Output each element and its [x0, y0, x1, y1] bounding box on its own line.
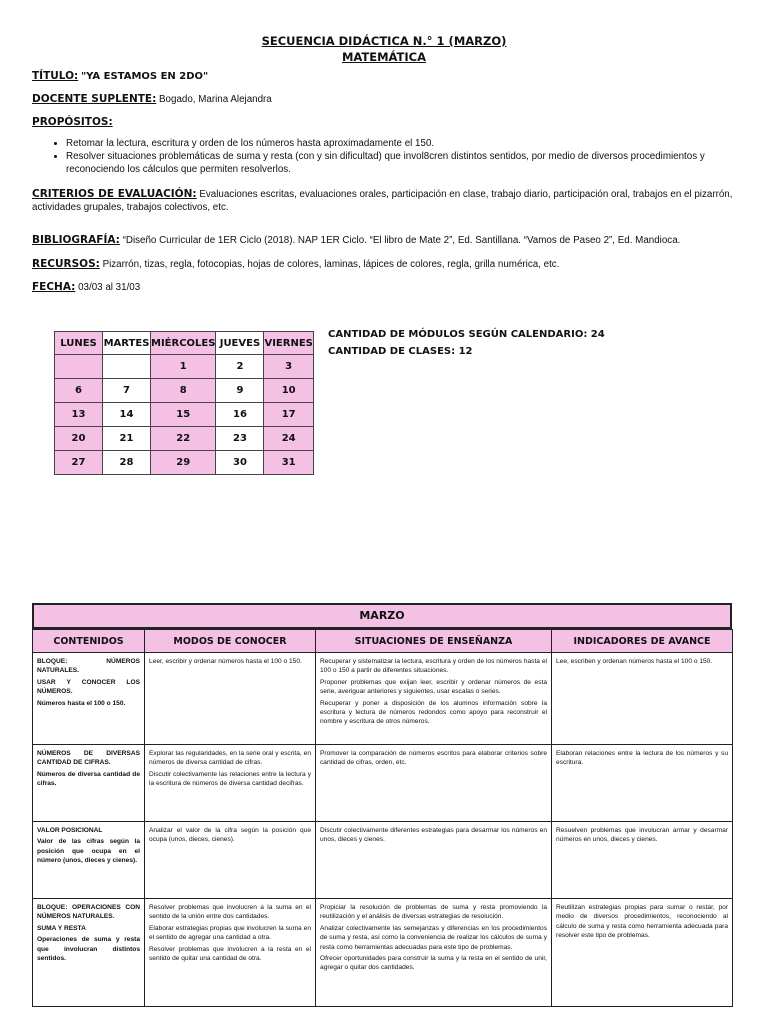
calendar-cell: 28 — [103, 451, 151, 475]
criterios-label: CRITERIOS DE EVALUACIÓN: — [32, 188, 197, 200]
cell-text: SUMA Y RESTA — [37, 924, 86, 932]
table-row — [33, 745, 733, 822]
column-header: MODOS DE CONOCER — [145, 630, 316, 653]
marzo-table-title: MARZO — [32, 603, 732, 629]
criterios-value: Evaluaciones escritas, evaluaciones orales, participación en clase, trabajo diario, participación oral, trabajos en el pizarrón, actividades grupales, trabajos colectivos, etc. — [32, 189, 733, 213]
table-row — [33, 822, 733, 899]
cell-text: Números de diversa cantidad de cifras. — [37, 770, 140, 788]
calendar-day-header: MIÉRCOLES — [151, 332, 216, 355]
situaciones-cell — [316, 745, 552, 822]
bibliografia-row — [32, 234, 740, 247]
indicadores-cell — [552, 822, 733, 899]
contenidos-cell — [33, 899, 145, 1007]
march-calendar — [54, 331, 314, 475]
modos-cell — [145, 899, 316, 1007]
modos-cell — [145, 745, 316, 822]
calendar-day-header: VIERNES — [264, 332, 313, 355]
modos-cell — [145, 822, 316, 899]
table-row — [33, 899, 733, 1007]
situaciones-cell — [316, 822, 552, 899]
calendar-cell: 22 — [151, 427, 216, 451]
docente-value: Bogado, Marina Alejandra — [159, 94, 272, 105]
contenidos-cell — [33, 822, 145, 899]
fecha-label: FECHA: — [32, 281, 76, 293]
calendar-cell: 17 — [264, 403, 313, 427]
docente-label: DOCENTE SUPLENTE: — [32, 93, 157, 105]
cell-text: BLOQUE: OPERACIONES CON NÚMEROS NATURALES. — [37, 904, 140, 921]
cell-text: Reutilizan estrategias propias para sumar o restar, por medio de diversos procedimientos, reconociendo al cálculo de suma y resta como herramienta adecuada para resolver este tipo de problemas. — [556, 904, 728, 940]
contenidos-cell — [33, 653, 145, 745]
calendar-cell: 1 — [151, 355, 216, 379]
docente-row — [32, 93, 740, 106]
calendar-cell: 27 — [55, 451, 103, 475]
calendar-cell: 6 — [55, 379, 103, 403]
cell-text: Discutir colectivamente las relaciones entre la lectura y la escritura de números de diversa cantidad decifras. — [149, 770, 311, 788]
bibliografia-label: BIBLIOGRAFÍA: — [32, 234, 120, 246]
titulo-value: "YA ESTAMOS EN 2DO" — [80, 71, 209, 82]
calendar-cell: 7 — [103, 379, 151, 403]
criterios-row — [32, 188, 740, 214]
indicadores-cell — [552, 653, 733, 745]
marzo-plan-table — [32, 603, 732, 1007]
calendar-cell: 21 — [103, 427, 151, 451]
cell-text: Explorar las regularidades, en la serie oral y escrita, en números de diversa cantidad de cifras. — [149, 750, 311, 767]
calendar-cell: 15 — [151, 403, 216, 427]
cell-text: USAR Y CONOCER LOS NÚMEROS. — [37, 678, 140, 696]
calendar-cell: 16 — [216, 403, 264, 427]
calendar-cell: 30 — [216, 451, 264, 475]
titulo-label: TÍTULO: — [32, 70, 79, 82]
plan-grid — [32, 629, 733, 1007]
calendar-cell: 10 — [264, 379, 313, 403]
situaciones-cell — [316, 899, 552, 1007]
recursos-row — [32, 258, 740, 271]
cell-text: Lee, escriben y ordenan números hasta el 100 o 150. — [556, 658, 713, 665]
cell-text: Analizar colectivamente las semejanzas y diferencias en los procedimientos de suma y resta, así como la conveniencia de realizar los cálculos de suma y resta como herramientas adecuadas para este tipo de problemas. — [320, 924, 547, 951]
calendar-cell: 31 — [264, 451, 313, 475]
clases-count: CANTIDAD DE CLASES: 12 — [328, 346, 473, 357]
propositos-label: PROPÓSITOS: — [32, 116, 113, 128]
calendar-cell: 20 — [55, 427, 103, 451]
cell-text: Promover la comparación de números escritos para elaborar criterios sobre cantidad de cifras, orden, etc. — [320, 750, 547, 767]
calendar-cell: 24 — [264, 427, 313, 451]
cell-text: Operaciones de suma y resta que involucran distintos sentidos. — [37, 936, 140, 963]
recursos-value: Pizarrón, tizas, regla, fotocopias, hojas de colores, laminas, lápices de colores, regla, grilla numérica, etc. — [102, 259, 560, 270]
calendar-cell — [103, 355, 151, 379]
calendar-cell: 14 — [103, 403, 151, 427]
indicadores-cell — [552, 899, 733, 1007]
cell-text: Resuelven problemas que involucran armar y desarmar números en unos, dieces y cienes. — [556, 827, 728, 844]
cell-text: Elaboran relaciones entre la lectura de los números y su escritura. — [556, 750, 728, 767]
cell-text: Analizar el valor de la cifra según la posición que ocupa (unos, dieces, cienes). — [149, 827, 311, 844]
calendar-cell: 29 — [151, 451, 216, 475]
cell-text: Discutir colectivamente diferentes estrategias para desarmar los números en unos, dieces y cienes. — [320, 827, 547, 844]
proposito-item: • Retomar la lectura, escritura y orden de los números hasta aproximadamente el 150. — [66, 137, 758, 150]
contenidos-cell — [33, 745, 145, 822]
situaciones-cell — [316, 653, 552, 745]
cell-text: BLOQUE: NÚMEROS NATURALES. — [37, 658, 140, 675]
calendar-day-header: LUNES — [55, 332, 103, 355]
table-row — [33, 653, 733, 745]
cell-text: Recuperar y poner a disposición de los alumnos información sobre la escritura y lectura de números redondos como apoyo para reconstruir el nombre y escritura de otros números. — [320, 699, 547, 726]
calendar-cell: 23 — [216, 427, 264, 451]
propositos-row — [32, 116, 740, 129]
calendar-day-header: MARTES — [103, 332, 151, 355]
calendar-cell: 2 — [216, 355, 264, 379]
cell-text: Proponer problemas que exijan leer, escribir y ordenar números de esta serie, averiguar anteriores y siguientes, usar escalas o series. — [320, 678, 547, 696]
cell-text: Valor de las cifras según la posición que ocupa en el número (unos, dieces y cienes). — [37, 838, 140, 865]
calendar-cell: 3 — [264, 355, 313, 379]
calendar-cell: 8 — [151, 379, 216, 403]
propositos-list — [48, 137, 758, 176]
fecha-value: 03/03 al 31/03 — [78, 282, 141, 293]
fecha-row — [32, 281, 740, 294]
bibliografia-value: “Diseño Curricular de 1ER Ciclo (2018). NAP 1ER Ciclo. “El libro de Mate 2”, Ed. Santillana. “Vamos de Paseo 2”, Ed. Mandioca. — [122, 235, 681, 246]
indicadores-cell — [552, 745, 733, 822]
cell-text: Recuperar y sistematizar la lectura, escritura y orden de los números hasta el 100 o 150 a partir de diferentes situaciones. — [320, 658, 547, 675]
column-header: CONTENIDOS — [33, 630, 145, 653]
column-header: SITUACIONES DE ENSEÑANZA — [316, 630, 552, 653]
cell-text: VALOR POSICIONAL — [37, 827, 103, 834]
subject-title: MATEMÁTICA — [341, 50, 427, 64]
recursos-label: RECURSOS: — [32, 258, 100, 270]
cell-text: Elaborar estrategias propias que involucren la suma en el sentido de agregar una cantidad a otra. — [149, 924, 311, 942]
calendar-cell: 13 — [55, 403, 103, 427]
cell-text: Propiciar la resolución de problemas de suma y resta promoviendo la reutilización y el análisis de diversas estrategias de resolución. — [320, 904, 547, 921]
proposito-item: • Resolver situaciones problemáticas de suma y resta (con y sin dificultad) que invol8cren distintos sentidos, por medio de diversos procedimientos y reconociendo los cálculos que permiten resolverlos. — [66, 150, 758, 176]
cell-text: Resolver problemas que involucren a la suma en el sentido de la unión entre dos cantidades. — [149, 904, 311, 921]
modulos-count: CANTIDAD DE MÓDULOS SEGÚN CALENDARIO: 24 — [328, 329, 605, 340]
cell-text: Resolver problemas que involucren a la resta en el sentido de quitar una cantidad de otra. — [149, 945, 311, 963]
document-title: SECUENCIA DIDÁCTICA N.° 1 (MARZO) — [261, 34, 507, 48]
calendar-cell: 9 — [216, 379, 264, 403]
modos-cell — [145, 653, 316, 745]
cell-text: Ofrecer oportunidades para construir la suma y la resta en el sentido de unir, agregar o quitar dos cantidades. — [320, 955, 547, 972]
column-header: INDICADORES DE AVANCE — [552, 630, 733, 653]
titulo-row — [32, 70, 740, 83]
calendar-day-header: JUEVES — [216, 332, 264, 355]
cell-text: Leer, escribir y ordenar números hasta el 100 o 150. — [149, 658, 302, 665]
cell-text: NÚMEROS DE DIVERSAS CANTIDAD DE CIFRAS. — [37, 750, 140, 767]
calendar-cell — [55, 355, 103, 379]
cell-text: Números hasta el 100 o 150. — [37, 699, 126, 707]
